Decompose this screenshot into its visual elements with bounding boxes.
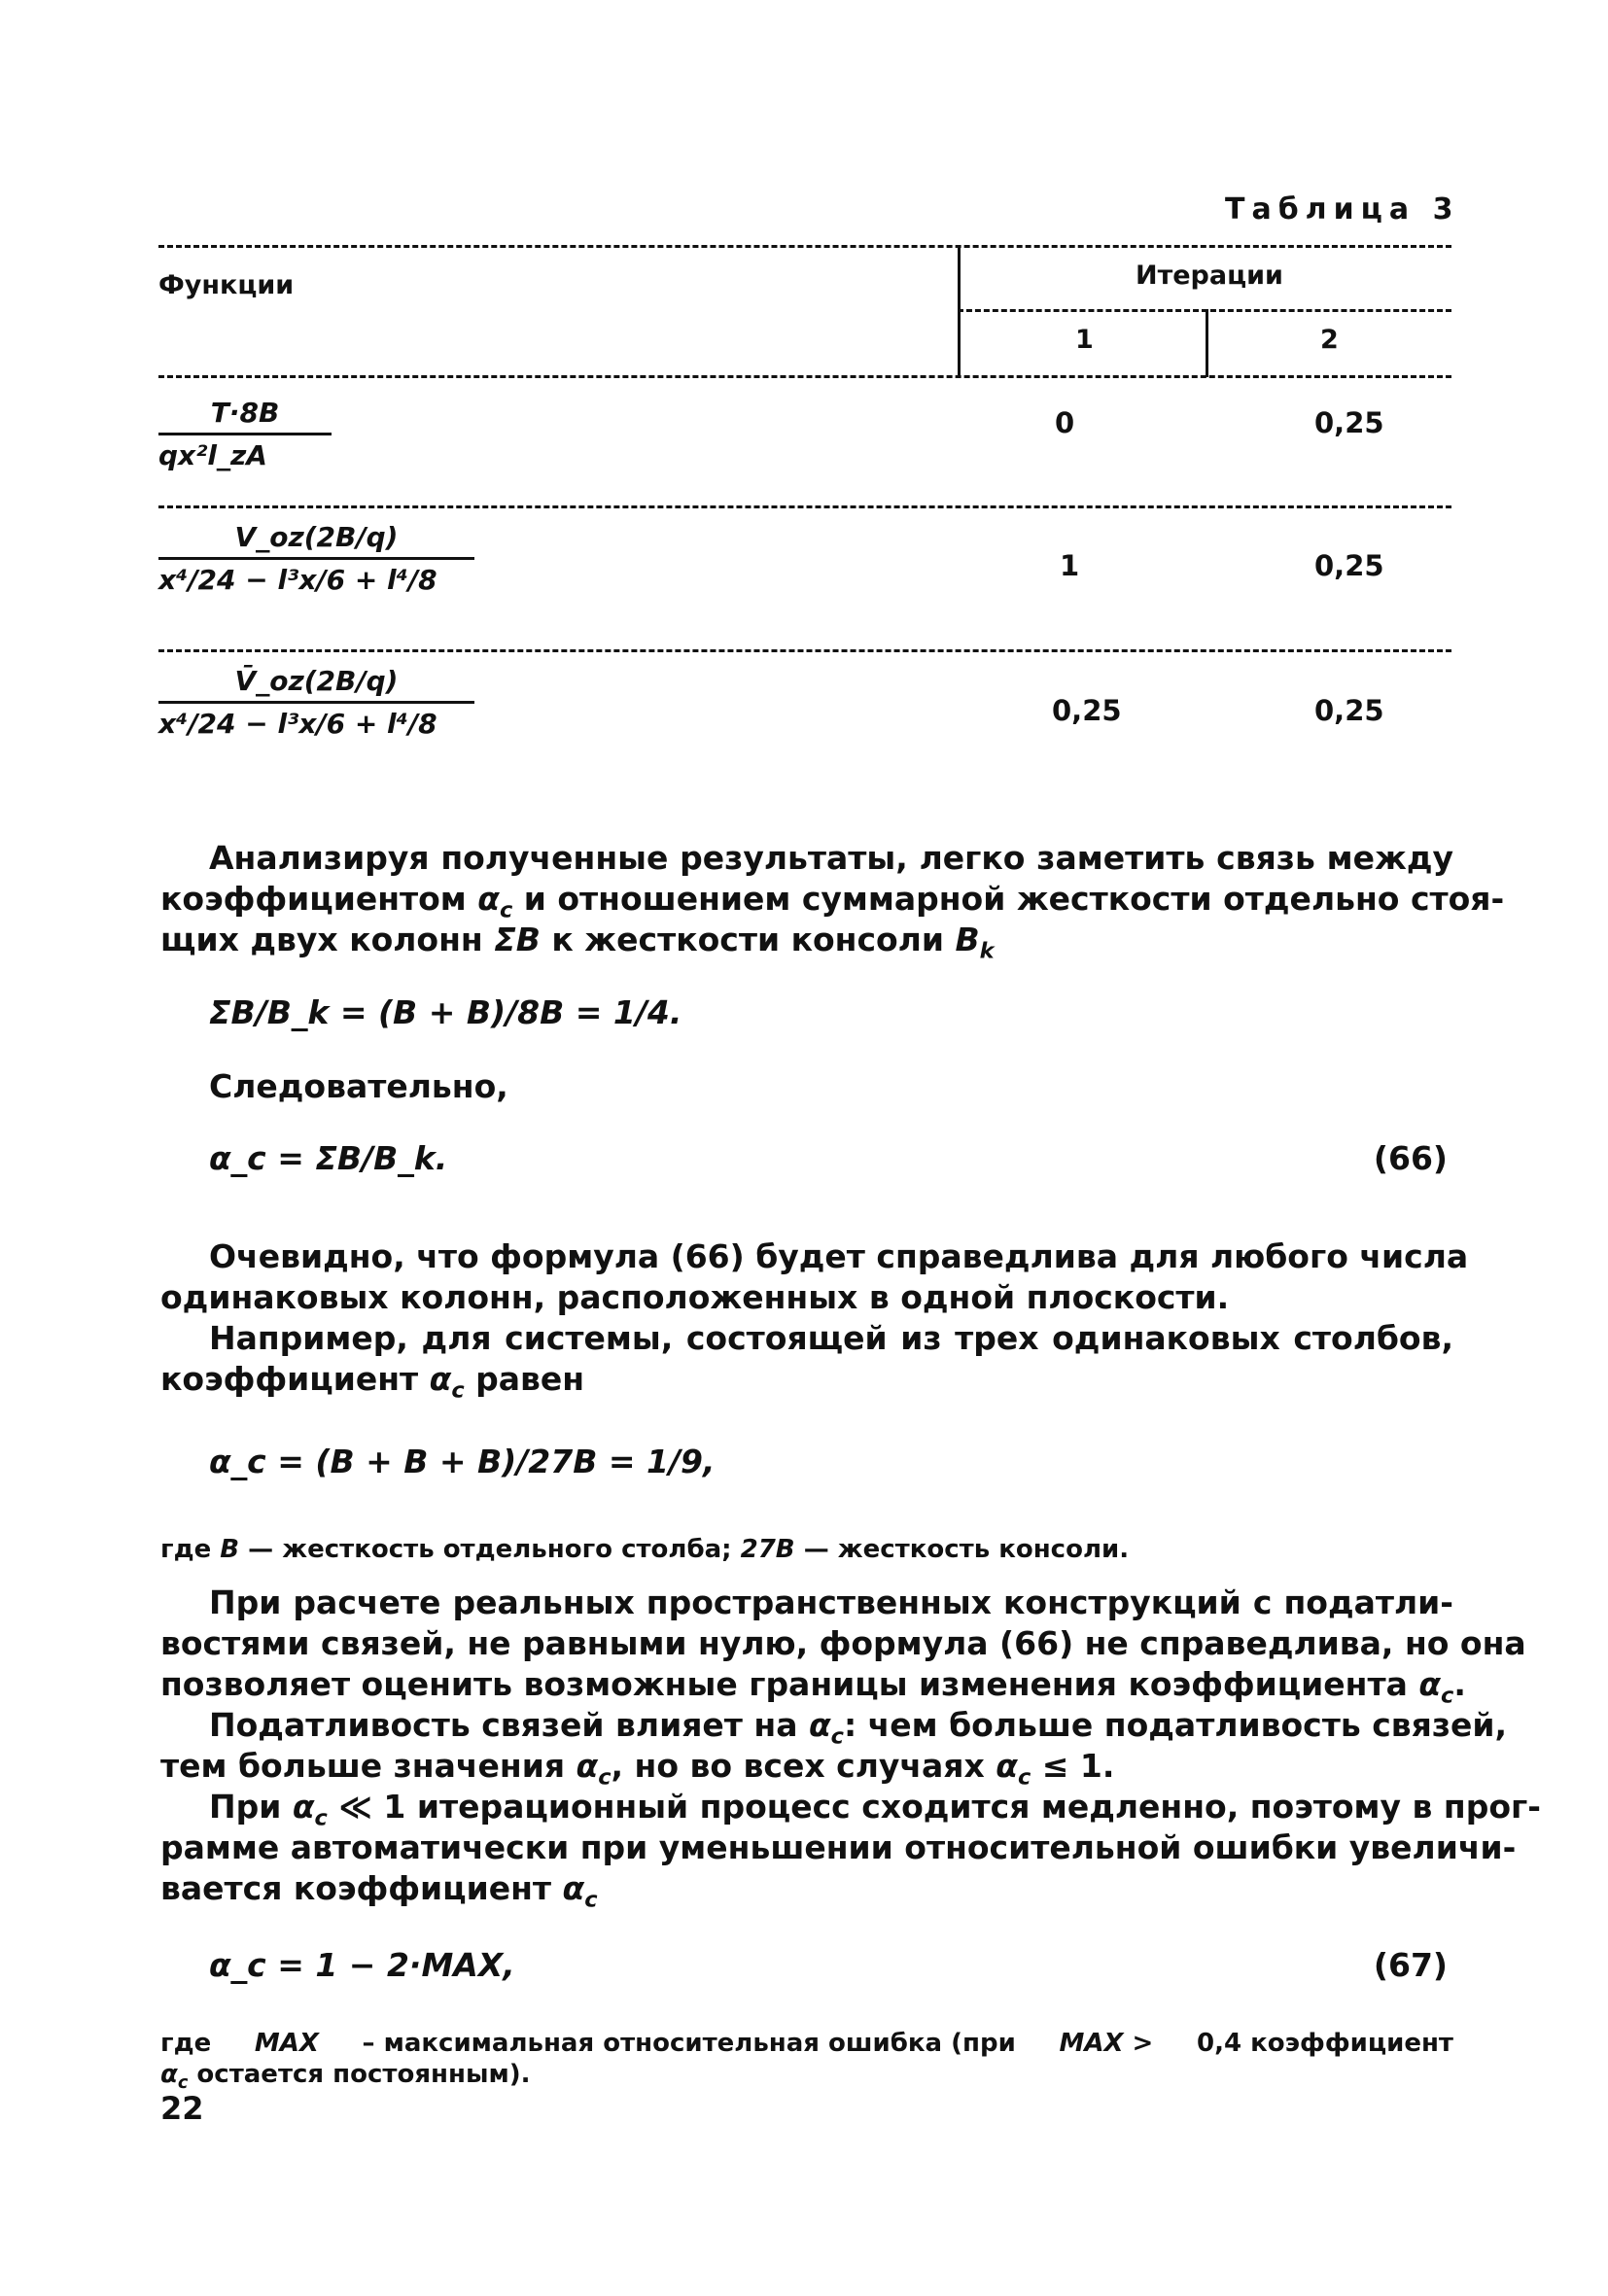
table-header-divider: [958, 245, 961, 377]
table-iteration-divider: [1206, 309, 1208, 377]
header-functions: Функции: [158, 270, 295, 300]
row1-numerator: T·8B: [158, 397, 332, 435]
p1-line1: Анализируя полученные результаты, легко заметить связь между: [209, 839, 1453, 877]
p5-line2: тем больше значения $\alpha_c$, но во всех случаях $\alpha_c \le 1$.: [160, 1747, 1115, 1791]
p1-line3: щих двух колонн ΣB к жесткости консоли $B_k$: [160, 921, 995, 964]
p3-line2: коэффициент $\alpha_c$ равен: [160, 1360, 585, 1404]
row1-denominator: qx²l_zA: [158, 439, 267, 471]
equation-number-67: (67): [1373, 1946, 1448, 1984]
p2-line1: Очевидно, что формула (66) будет справедлива для любого числа: [209, 1237, 1469, 1275]
row1-iter2-value: 0,25: [1314, 406, 1384, 439]
p6-line1: При $\alpha_c$ ≪ 1 итерационный процесс сходится медленно, поэтому в прог-: [209, 1788, 1541, 1831]
equation-number-66: (66): [1373, 1139, 1448, 1177]
paragraph-compliance: [160, 1705, 1508, 1791]
row3-iter1-value: 0,25: [1052, 694, 1122, 727]
note-stiffness: где B — жесткость отдельного столба; 27B — жесткость консоли.: [160, 1535, 1130, 1564]
p5-line1: Податливость связей влияет на $\alpha_c$: чем больше податливость связей,: [209, 1706, 1508, 1750]
p1-line2: коэффициентом $\alpha_c$ и отношением суммарной жесткости отдельно стоя-: [160, 880, 1505, 923]
row2-function: [158, 521, 474, 596]
note-max-error: где MAX – максимальная относительная ошибка (при MAX > 0,4 коэффициент $\alpha_c$ остается постоянным).: [160, 2029, 1453, 2094]
row3-function: [158, 665, 474, 740]
table-caption: Таблица 3: [1225, 192, 1460, 226]
p6-line2: рамме автоматически при уменьшении относительной ошибки увеличи-: [160, 1828, 1517, 1866]
table-header-bottom-rule: [158, 375, 1451, 378]
formula-66: α_c = ΣB/B_k.: [209, 1139, 448, 1177]
paragraph-example: [160, 1318, 1453, 1404]
row2-denominator: x⁴/24 − l³x/6 + l⁴/8: [158, 564, 437, 596]
paragraph-real-structures: [160, 1583, 1526, 1709]
p4-line1: При расчете реальных пространственных конструкций с податли-: [209, 1583, 1453, 1621]
header-iteration-1: 1: [1075, 325, 1094, 355]
row1-iter1-value: 0: [1055, 406, 1075, 439]
formula-ratio: ΣB/B_k = (B + B)/8B = 1/4.: [209, 993, 682, 1031]
row3-iter2-value: 0,25: [1314, 694, 1384, 727]
row3-numerator: V̄_oz(2B/q): [158, 665, 474, 704]
row3-denominator: x⁴/24 − l³x/6 + l⁴/8: [158, 708, 437, 740]
p6-line3: вается коэффициент $\alpha_c$: [160, 1869, 598, 1913]
paragraph-analysis: [160, 838, 1505, 964]
table-iterations-rule: [958, 309, 1451, 312]
table-row-rule-1: [158, 505, 1451, 508]
consequently-text: Следовательно,: [209, 1067, 508, 1105]
row2-iter1-value: 1: [1060, 549, 1080, 582]
formula-67: α_c = 1 − 2·MAX,: [209, 1946, 515, 1984]
formula-example: α_c = (B + B + B)/27B = 1/9,: [209, 1443, 716, 1480]
row2-numerator: V_oz(2B/q): [158, 521, 474, 560]
p3-line1: Например, для системы, состоящей из трех одинаковых столбов,: [209, 1319, 1453, 1357]
paragraph-obviously: [160, 1236, 1469, 1318]
header-iterations: Итерации: [1136, 261, 1283, 291]
p2-line2: одинаковых колонн, расположенных в одной плоскости.: [160, 1278, 1230, 1316]
row1-function: [158, 397, 332, 471]
table-row-rule-2: [158, 649, 1451, 652]
header-iteration-2: 2: [1320, 325, 1339, 355]
paragraph-iteration: [160, 1787, 1541, 1913]
row2-iter2-value: 0,25: [1314, 549, 1384, 582]
p4-line3: позволяет оценить возможные границы изменения коэффициента $\alpha_c$.: [160, 1665, 1466, 1709]
page-number: 22: [160, 2090, 204, 2127]
table-top-rule: [158, 245, 1451, 248]
p4-line2: востями связей, не равными нулю, формула (66) не справедлива, но она: [160, 1624, 1526, 1662]
